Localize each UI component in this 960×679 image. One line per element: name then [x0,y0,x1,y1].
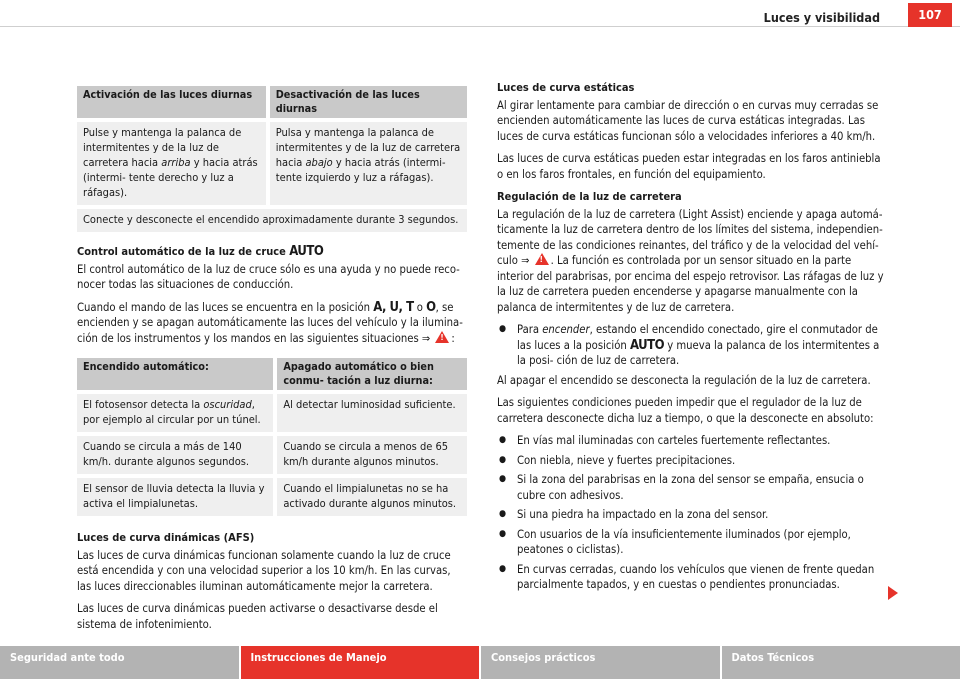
auto-light-table [77,358,467,516]
static-curve-heading: Luces de curva estáticas [497,81,635,94]
reference-arrow-icon: ⇒ [421,331,431,345]
activation-cell: Pulse y mantenga la palanca de intermitentes y de la luz de carretera hacia arriba y hacia atrás (intermi- tente derecho y luz a ráfagas). [77,120,268,207]
tab-consejos[interactable]: Consejos prácticos [481,646,720,679]
auto-light-paragraph-1: El control automático de la luz de cruce sólo es una ayuda y no puede reco- nocer todas las situaciones de conducción. [77,262,460,291]
auto-light-paragraph-2: Cuando el mando de las luces se encuentra en la posición A, U, T o O, se encienden y se apagan automáticamente las luces del vehículo y la ilumina- ción de los instrumentos y los mandos en las siguientes situaciones ⇒ ! : [77,300,467,347]
table-header-auto-on: Encendido automático: [77,358,275,392]
table-header-activation: Activación de las luces diurnas [77,86,268,120]
afs-paragraph-2: Las luces de curva dinámicas pueden activarse o desactivarse desde el sistema de infotenimiento. [77,602,438,631]
static-curve-paragraph-1: Al girar lentamente para cambiar de dirección o en curvas muy cerradas se encienden automáticamente las luces de curva estáticas integradas. Las luces de curva estáticas funcionan sólo a velocidades inferiores a 40 km/h. [497,98,879,143]
deactivation-cell: Pulsa y mantenga la palanca de intermitentes y de la luz de carretera hacia abajo y hacia atrás (intermi- tente izquierdo y luz a ráfagas). [268,120,467,207]
table-row: El fotosensor detecta la oscuridad, por ejemplo al circular por un túnel. Al detectar luminosidad suficiente. [77,392,467,434]
right-column [497,80,887,597]
conditions-list [497,433,887,593]
list-item: ● Si una piedra ha impactado en la zona del sensor. [497,507,887,523]
daytime-lights-table [77,86,467,232]
table-header-auto-off: Apagado automático o bien conmu- tación a luz diurna: [275,358,467,392]
warning-triangle-icon [435,331,449,343]
ignition-note-cell: Conecte y desconecte el encendido aproximadamente durante 3 segundos. [77,207,467,232]
switch-on-list [497,322,887,369]
list-item: ● Con usuarios de la vía insuficientemente iluminados (por ejemplo, peatones o ciclistas). [497,527,887,558]
auto-symbol: AUTO [289,244,324,259]
list-item: ● En curvas cerradas, cuando los vehículos que vienen de frente quedan parcialmente tapados, y en cuestas o pendientes pronunciadas. [497,562,887,593]
page-number: 107 [908,3,952,27]
header-rule [0,26,960,27]
list-item: ● Con niebla, nieve y fuertes precipitaciones. [497,453,887,469]
list-item: ● Si la zona del parabrisas en la zona del sensor se empaña, ensucia o cubre con adhesivos. [497,472,887,503]
auto-light-heading: Control automático de la luz de cruce AUTO [77,244,324,259]
tab-instrucciones[interactable]: Instrucciones de Manejo [241,646,480,679]
reference-arrow-icon: ⇒ [521,254,530,267]
next-page-arrow-icon[interactable] [888,586,898,600]
left-column [77,86,467,639]
page-title: Luces y visibilidad [763,10,880,25]
light-assist-paragraph-1: La regulación de la luz de carretera (Light Assist) enciende y apaga automá- ticamente la luz de carretera dentro de los límites del sistema, independien- temente de las condiciones reinantes, del tráfico y de la velocidad del vehí- culo ⇒ ! . La función es controlada por un sensor situado en la parte interior del parabrisas, por encima del espejo retrovisor. Las ráfagas de luz y la luz de carretera pueden encenderse y apagarse manualmente con la palanca de intermitentes y de luz de carretera. [497,207,887,316]
light-assist-heading: Regulación de la luz de carretera [497,190,682,203]
light-assist-paragraph-2: Al apagar el encendido se desconecta la regulación de la luz de carretera. [497,373,871,387]
list-item: ● En vías mal iluminadas con carteles fuertemente reflectantes. [497,433,887,449]
afs-paragraph-1: Las luces de curva dinámicas funcionan solamente cuando la luz de cruce está encendida y con una velocidad superior a los 10 km/h. En las curvas, las luces direccionables iluminan automáticamente mejor la carretera. [77,548,451,593]
tab-seguridad[interactable]: Seguridad ante todo [0,646,239,679]
light-assist-paragraph-3: Las siguientes condiciones pueden impedir que el regulador de la luz de carretera desconecte dicha luz a tiempo, o que la desconecte en absoluto: [497,396,874,425]
table-header-deactivation: Desactivación de las luces diurnas [268,86,467,120]
table-row: Cuando se circula a más de 140 km/h. durante algunos segundos. Cuando se circula a menos de 65 km/h durante algunos minutos. [77,434,467,476]
tab-datos[interactable]: Datos Técnicos [722,646,960,679]
afs-heading: Luces de curva dinámicas (AFS) [77,531,255,544]
warning-triangle-icon [535,253,549,265]
list-item: ● Para encender, estando el encendido conectado, gire el conmutador de las luces a la posición AUTO y mueva la palanca de los intermitentes a la posi- ción de luz de carretera. [497,322,887,369]
footer-nav [0,646,960,679]
table-row: El sensor de lluvia detecta la lluvia y activa el limpialunetas. Cuando el limpialunetas no se ha activado durante algunos minutos. [77,476,467,516]
static-curve-paragraph-2: Las luces de curva estáticas pueden estar integradas en los faros antiniebla o en los faros frontales, en función del equipamiento. [497,152,881,181]
auto-symbol: AUTO [629,337,665,353]
